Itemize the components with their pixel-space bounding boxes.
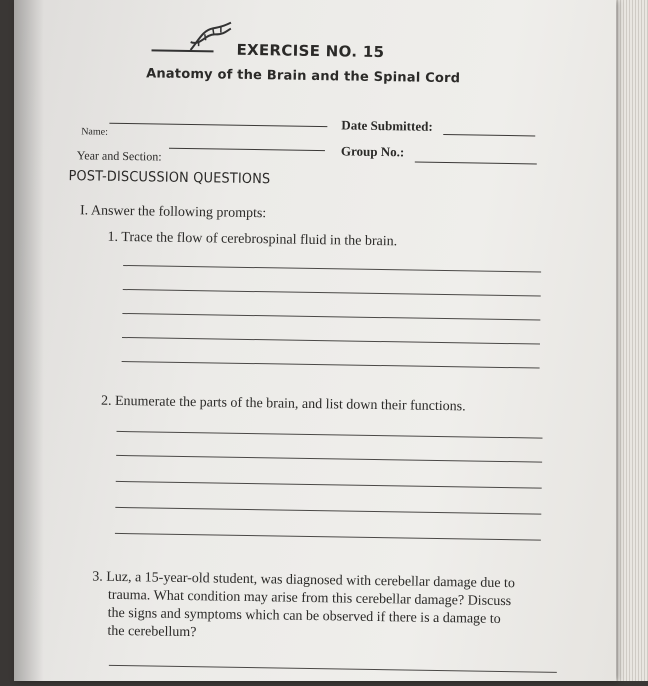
- answer-line-q3[interactable]: [109, 665, 557, 673]
- question-3: [91, 569, 552, 648]
- date-submitted-line[interactable]: [443, 134, 535, 136]
- answer-line-q2[interactable]: [116, 455, 542, 463]
- instructions: I. Answer the following prompts:: [80, 202, 267, 223]
- group-number-label: Group No.:: [341, 143, 405, 160]
- answer-line-q2[interactable]: [115, 533, 541, 541]
- answer-line-q1[interactable]: [122, 313, 540, 321]
- answer-line-q2[interactable]: [117, 431, 543, 439]
- worksheet-page: [14, 0, 616, 681]
- date-submitted-label: Date Submitted:: [341, 117, 433, 134]
- answer-line-q1[interactable]: [122, 337, 540, 345]
- name-line[interactable]: [109, 123, 327, 127]
- answer-line-q2[interactable]: [115, 507, 541, 515]
- question-3-line: the signs and symptoms which can be observed if there is a damage to: [92, 605, 552, 630]
- question-3-line: the cerebellum?: [91, 623, 551, 648]
- answer-line-q2[interactable]: [116, 481, 542, 489]
- name-label: Name:: [81, 126, 108, 137]
- page-content: [9, 0, 622, 686]
- exercise-subtitle: Anatomy of the Brain and the Spinal Cord: [138, 66, 468, 86]
- question-2: 2. Enumerate the parts of the brain, and list down their functions.: [101, 393, 466, 417]
- question-3-line: trauma. What condition may arise from this cerebellar damage? Discuss: [92, 587, 552, 612]
- question-3-line: 3. Luz, a 15-year-old student, was diagnosed with cerebellar damage due to: [92, 569, 552, 594]
- answer-line-q1[interactable]: [122, 361, 540, 369]
- year-section-label: Year and Section:: [77, 148, 162, 164]
- year-section-line[interactable]: [169, 148, 325, 151]
- question-1: 1. Trace the flow of cerebrospinal fluid in the brain.: [107, 229, 397, 252]
- section-heading: POST-DISCUSSION QUESTIONS: [68, 168, 270, 187]
- answer-line-q1[interactable]: [123, 289, 541, 297]
- exercise-number: EXERCISE NO. 15: [236, 41, 384, 61]
- group-number-line[interactable]: [415, 162, 537, 165]
- dna-helix-icon: [189, 20, 233, 53]
- answer-line-q1[interactable]: [123, 265, 541, 273]
